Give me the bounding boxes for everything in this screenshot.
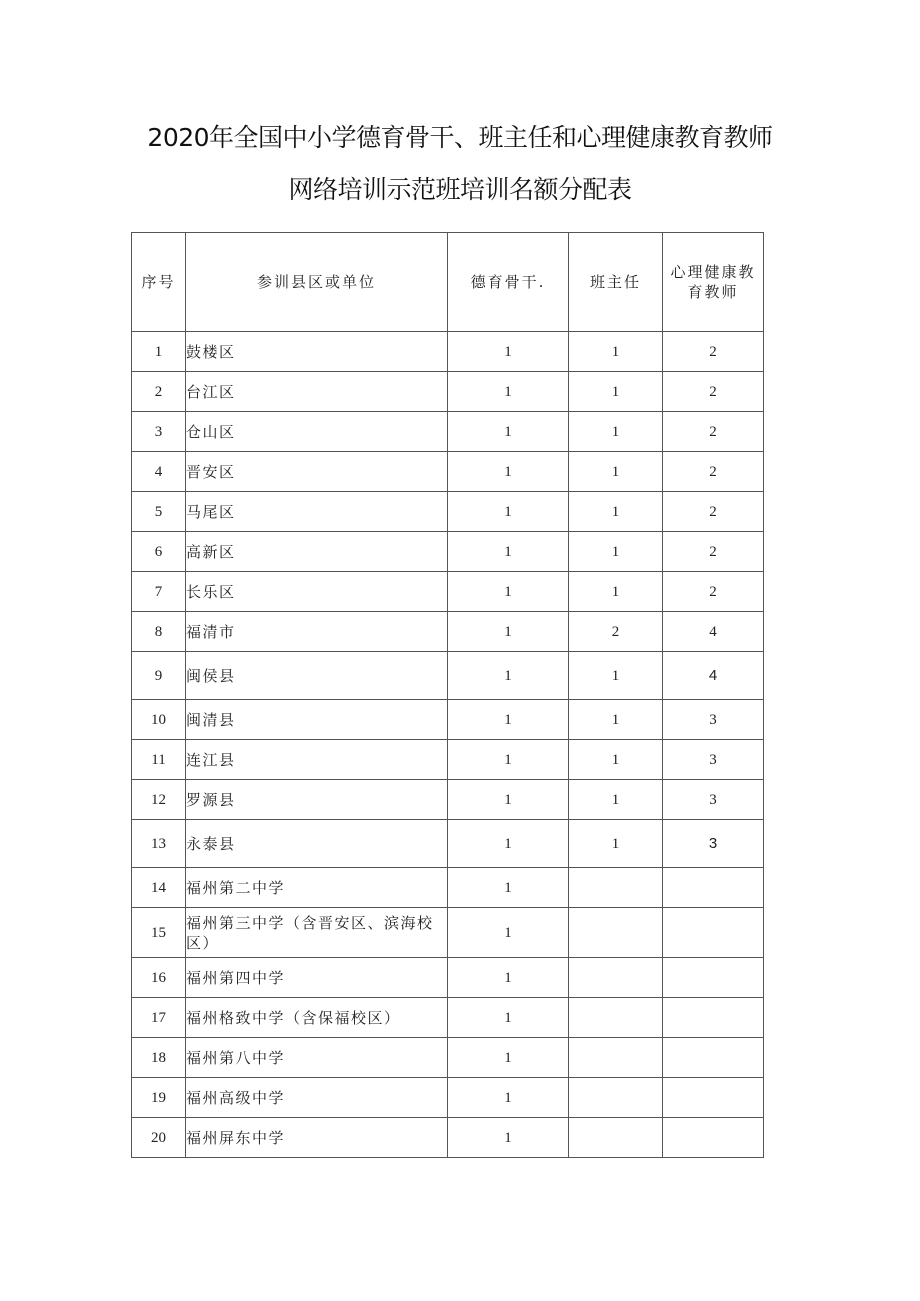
- row-index: 16: [132, 958, 186, 998]
- row-psych-teacher: [663, 868, 764, 908]
- header-moral-backbone: 德育骨干.: [448, 233, 569, 332]
- row-index: 15: [132, 908, 186, 958]
- row-class-teacher: [569, 908, 663, 958]
- row-unit: 长乐区: [186, 572, 448, 612]
- row-psych-teacher: [663, 1118, 764, 1158]
- row-class-teacher: [569, 1118, 663, 1158]
- row-psych-teacher: 2: [663, 532, 764, 572]
- row-psych-teacher: 2: [663, 452, 764, 492]
- row-unit: 高新区: [186, 532, 448, 572]
- row-psych-teacher: 2: [663, 372, 764, 412]
- row-moral-backbone: 1: [448, 452, 569, 492]
- table-row: [132, 332, 764, 372]
- row-psych-teacher: [663, 1078, 764, 1118]
- header-index: 序号: [132, 233, 186, 332]
- row-moral-backbone: 1: [448, 612, 569, 652]
- row-class-teacher: 1: [569, 780, 663, 820]
- row-moral-backbone: 1: [448, 412, 569, 452]
- table-row: [132, 958, 764, 998]
- row-index: 19: [132, 1078, 186, 1118]
- row-psych-teacher: 3: [663, 700, 764, 740]
- row-moral-backbone: 1: [448, 1118, 569, 1158]
- row-moral-backbone: 1: [448, 372, 569, 412]
- table-row: [132, 572, 764, 612]
- row-moral-backbone: 1: [448, 572, 569, 612]
- row-class-teacher: 1: [569, 652, 663, 700]
- row-moral-backbone: 1: [448, 652, 569, 700]
- row-class-teacher: [569, 998, 663, 1038]
- table-body: [132, 332, 764, 1158]
- row-psych-teacher: 2: [663, 332, 764, 372]
- row-class-teacher: 1: [569, 332, 663, 372]
- row-moral-backbone: 1: [448, 958, 569, 998]
- table-row: [132, 1078, 764, 1118]
- row-class-teacher: 1: [569, 372, 663, 412]
- table-row: [132, 908, 764, 958]
- row-class-teacher: 1: [569, 572, 663, 612]
- table-row: [132, 452, 764, 492]
- row-index: 17: [132, 998, 186, 1038]
- row-moral-backbone: 1: [448, 1078, 569, 1118]
- row-class-teacher: 1: [569, 740, 663, 780]
- row-psych-teacher: 2: [663, 412, 764, 452]
- row-unit: 台江区: [186, 372, 448, 412]
- row-psych-teacher: 4: [663, 612, 764, 652]
- header-row: [132, 233, 764, 332]
- row-index: 4: [132, 452, 186, 492]
- table-row: [132, 740, 764, 780]
- header-psych-teacher: [663, 233, 764, 332]
- row-class-teacher: 1: [569, 492, 663, 532]
- row-psych-teacher: [663, 908, 764, 958]
- row-index: 20: [132, 1118, 186, 1158]
- row-index: 8: [132, 612, 186, 652]
- row-psych-teacher: [663, 998, 764, 1038]
- row-unit: 福州第三中学（含晋安区、滨海校区）: [186, 908, 448, 958]
- table-row: [132, 1118, 764, 1158]
- row-index: 11: [132, 740, 186, 780]
- row-class-teacher: 1: [569, 412, 663, 452]
- table-row: [132, 1038, 764, 1078]
- row-moral-backbone: 1: [448, 820, 569, 868]
- row-moral-backbone: 1: [448, 998, 569, 1038]
- table-row: [132, 780, 764, 820]
- row-psych-teacher: 2: [663, 492, 764, 532]
- row-index: 10: [132, 700, 186, 740]
- row-unit: 福州第八中学: [186, 1038, 448, 1078]
- row-class-teacher: 2: [569, 612, 663, 652]
- row-moral-backbone: 1: [448, 908, 569, 958]
- row-unit: 福州高级中学: [186, 1078, 448, 1118]
- row-class-teacher: 1: [569, 820, 663, 868]
- row-unit: 福州屏东中学: [186, 1118, 448, 1158]
- row-index: 2: [132, 372, 186, 412]
- row-index: 14: [132, 868, 186, 908]
- row-index: 12: [132, 780, 186, 820]
- row-unit: 福州格致中学（含保福校区）: [186, 998, 448, 1038]
- row-class-teacher: [569, 1078, 663, 1118]
- table-row: [132, 820, 764, 868]
- row-unit: 福州第四中学: [186, 958, 448, 998]
- row-unit: 福清市: [186, 612, 448, 652]
- header-unit: 参训县区或单位: [186, 233, 448, 332]
- table-row: [132, 998, 764, 1038]
- row-index: 7: [132, 572, 186, 612]
- header-class-teacher: 班主任: [569, 233, 663, 332]
- table-row: [132, 532, 764, 572]
- row-unit: 闽清县: [186, 700, 448, 740]
- header-psych-line1: 心理健康教: [670, 263, 756, 281]
- row-psych-teacher: 2: [663, 572, 764, 612]
- row-unit: 鼓楼区: [186, 332, 448, 372]
- row-psych-teacher: 3: [663, 820, 764, 868]
- row-unit: 永泰县: [186, 820, 448, 868]
- row-psych-teacher: 3: [663, 740, 764, 780]
- table-row: [132, 492, 764, 532]
- row-psych-teacher: [663, 1038, 764, 1078]
- table-row: [132, 868, 764, 908]
- row-index: 9: [132, 652, 186, 700]
- row-class-teacher: [569, 1038, 663, 1078]
- row-moral-backbone: 1: [448, 740, 569, 780]
- row-class-teacher: 1: [569, 452, 663, 492]
- row-index: 6: [132, 532, 186, 572]
- row-index: 13: [132, 820, 186, 868]
- table-row: [132, 652, 764, 700]
- row-psych-teacher: 3: [663, 780, 764, 820]
- row-moral-backbone: 1: [448, 1038, 569, 1078]
- row-moral-backbone: 1: [448, 780, 569, 820]
- header-psych-line2: 育教师: [687, 283, 739, 301]
- document-title-line2: 网络培训示范班培训名额分配表: [288, 175, 632, 204]
- document-title-line1: 2020年全国中小学德育骨干、班主任和心理健康教育教师: [147, 123, 773, 152]
- row-index: 18: [132, 1038, 186, 1078]
- row-unit: 仓山区: [186, 412, 448, 452]
- row-index: 3: [132, 412, 186, 452]
- row-class-teacher: 1: [569, 700, 663, 740]
- row-class-teacher: 1: [569, 532, 663, 572]
- row-moral-backbone: 1: [448, 492, 569, 532]
- row-psych-teacher: 4: [663, 652, 764, 700]
- table-row: [132, 700, 764, 740]
- row-moral-backbone: 1: [448, 532, 569, 572]
- row-unit: 连江县: [186, 740, 448, 780]
- row-unit: 马尾区: [186, 492, 448, 532]
- row-unit: 福州第二中学: [186, 868, 448, 908]
- row-unit: 闽侯县: [186, 652, 448, 700]
- row-class-teacher: [569, 868, 663, 908]
- row-unit: 罗源县: [186, 780, 448, 820]
- row-moral-backbone: 1: [448, 868, 569, 908]
- row-class-teacher: [569, 958, 663, 998]
- table-row: [132, 412, 764, 452]
- row-index: 1: [132, 332, 186, 372]
- row-psych-teacher: [663, 958, 764, 998]
- row-index: 5: [132, 492, 186, 532]
- quota-table: [131, 232, 764, 1158]
- table-row: [132, 372, 764, 412]
- table-row: [132, 612, 764, 652]
- row-unit: 晋安区: [186, 452, 448, 492]
- row-moral-backbone: 1: [448, 700, 569, 740]
- row-moral-backbone: 1: [448, 332, 569, 372]
